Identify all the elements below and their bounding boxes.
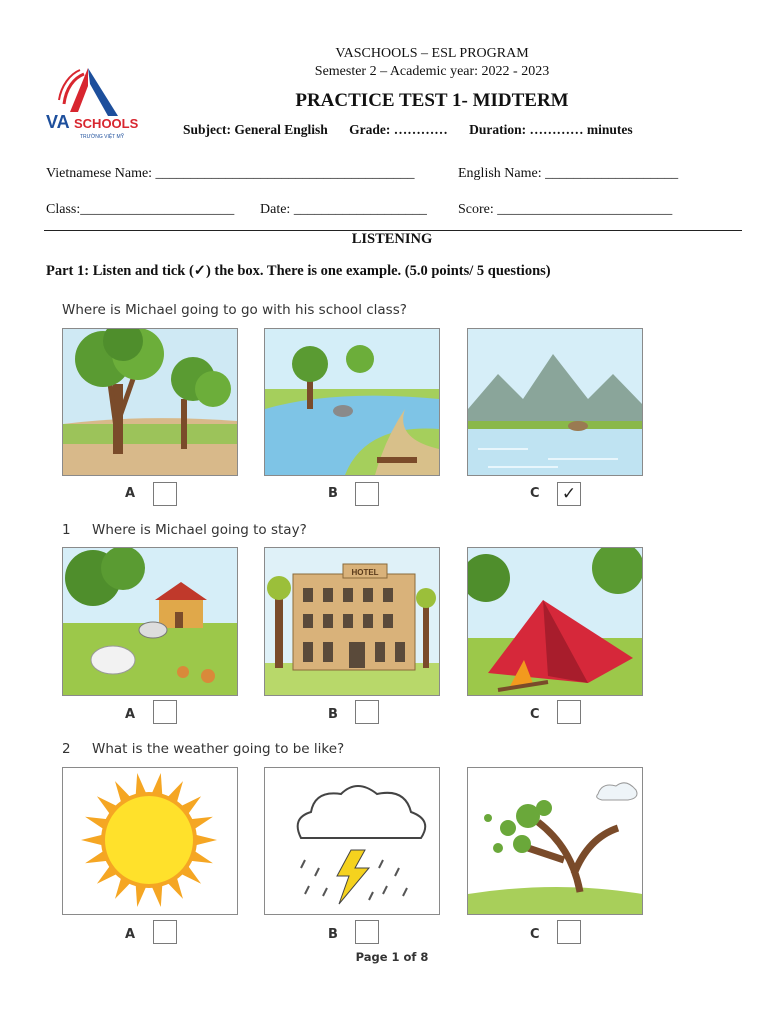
subject-label: Subject: General English (183, 122, 328, 137)
option-picture-tent (467, 547, 643, 696)
english-name-field[interactable]: English Name: ___________________ (458, 166, 679, 181)
option-picture-hotel (264, 547, 440, 696)
option-letter: C (530, 486, 540, 501)
question-number: 2 (62, 741, 71, 757)
class-field[interactable]: Class:______________________ (46, 202, 235, 217)
tick-box[interactable] (153, 700, 177, 724)
tick-box[interactable] (355, 700, 379, 724)
question-1 (62, 522, 307, 538)
tick-box[interactable] (557, 920, 581, 944)
tick-box[interactable] (355, 920, 379, 944)
logo-subtext: TRƯỜNG VIỆT MỸ (80, 134, 125, 140)
tick-box-checked[interactable]: ✓ (557, 482, 581, 506)
option-picture-mountains (467, 328, 643, 476)
page-title: PRACTICE TEST 1- MIDTERM (295, 90, 569, 111)
section-heading: LISTENING (351, 231, 433, 247)
score-field[interactable]: Score: _________________________ (458, 202, 673, 217)
option-picture-river (264, 328, 440, 476)
question-text: Where is Michael going to go with his school class? (62, 302, 407, 318)
subject-line (183, 122, 651, 138)
grade-label: Grade: ………… (349, 122, 448, 137)
duration-label: Duration: ………… minutes (469, 122, 633, 137)
question-2 (62, 741, 344, 757)
svg-text:SCHOOLS: SCHOOLS (74, 116, 139, 131)
question-text: What is the weather going to be like? (92, 741, 345, 757)
question-text: Where is Michael going to stay? (92, 522, 307, 538)
hotel-sign: HOTEL (351, 568, 379, 577)
academic-year: Semester 2 – Academic year: 2022 - 2023 (314, 64, 550, 79)
option-picture-storm (264, 767, 440, 915)
option-letter: C (530, 707, 540, 722)
tick-box[interactable] (153, 920, 177, 944)
option-picture-farm (62, 547, 238, 696)
option-letter: C (530, 927, 540, 942)
vietnamese-name-field[interactable]: Vietnamese Name: _____________________________________ (46, 166, 415, 181)
example-question (62, 302, 407, 318)
tick-box[interactable] (153, 482, 177, 506)
option-letter: A (125, 486, 136, 501)
date-field[interactable]: Date: ___________________ (260, 202, 427, 217)
question-number: 1 (62, 522, 71, 538)
option-picture-sun (62, 767, 238, 915)
logo-text: VA (46, 112, 70, 132)
tick-box[interactable] (355, 482, 379, 506)
option-picture-forest (62, 328, 238, 476)
page-number: Page 1 of 8 (355, 950, 429, 964)
tick-box[interactable] (557, 700, 581, 724)
option-letter: B (328, 486, 338, 501)
option-picture-windy (467, 767, 643, 915)
school-program: VASCHOOLS – ESL PROGRAM (335, 46, 529, 61)
part-instructions: Part 1: Listen and tick (✓) the box. There is one example. (5.0 points/ 5 questions) (46, 263, 551, 279)
option-letter: A (125, 707, 136, 722)
option-letter: B (328, 927, 338, 942)
option-letter: B (328, 707, 338, 722)
option-letter: A (125, 927, 136, 942)
